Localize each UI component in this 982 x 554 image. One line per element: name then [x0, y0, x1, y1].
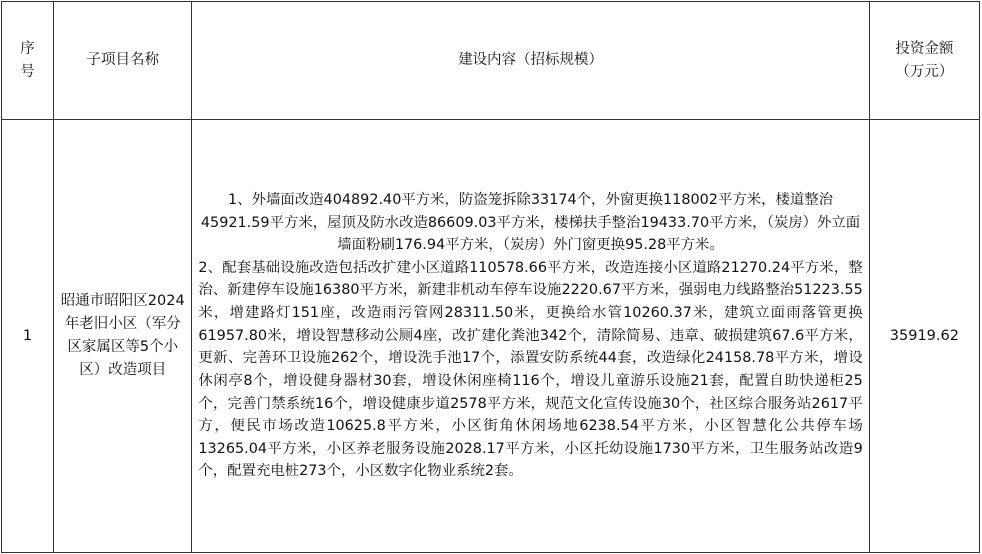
header-content: 建设内容（招标规模）: [192, 2, 869, 120]
header-index: 序号: [2, 2, 54, 120]
content-part-2: 2、配套基础设施改造包括改扩建小区道路110578.66平方米，改造连接小区道路21270.24平方米，整治、新建停车设施16380平方米，新建非机动车停车设施2220.67平方米，强弱电力线路整治51223.55米，增建路灯151座，改造雨污管网28311.50米，更换给水管10260.37米，建筑立面雨落管更换61957.80米，增设智慧移动公厕4座，改扩建化粪池342个，清除简易、违章、破损建筑67.6平方米，更新、完善环卫设施262个，增设洗手池17个，添置安防系统44套，改造绿化24158.78平方米，增设休闲亭8个，增设健身器材30套，增设休闲座椅116个，增设儿童游乐设施21套，配置自助快递柜25个，完善门禁系统16个，增设健康步道2578平方米，规范文化宣传设施30个，社区综合服务站2617平方，便民市场改造10625.8平方米，小区街角休闲场地6238.54平方米，小区智慧化公共停车场13265.04平方米，小区养老服务设施2028.17平方米，小区托幼设施1730平方米，卫生服务站改造9个，配置充电桩273个，小区数字化物业系统2套。: [198, 259, 863, 480]
header-amount: 投资金额（万元）: [869, 2, 979, 120]
row-amount: 35919.62: [869, 120, 979, 553]
header-name: 子项目名称: [54, 2, 192, 120]
row-name: 昭通市昭阳区2024年老旧小区（军分区家属区等5个小区）改造项目: [54, 120, 192, 553]
table-row: [2, 120, 980, 553]
row-index: 1: [2, 120, 54, 553]
content-part-1: 1、外墙面改造404892.40平方米，防盗笼拆除33174个，外窗更换118002平方米，楼道整治45921.59平方米，屋顶及防水改造86609.03平方米，楼梯扶手整治19433.70平方米，（炭房）外立面墙面粉刷176.94平方米，（炭房）外门窗更换95.28平方米。: [200, 192, 861, 254]
project-table: [1, 1, 980, 553]
row-content: [192, 120, 869, 553]
header-row: [2, 2, 980, 120]
